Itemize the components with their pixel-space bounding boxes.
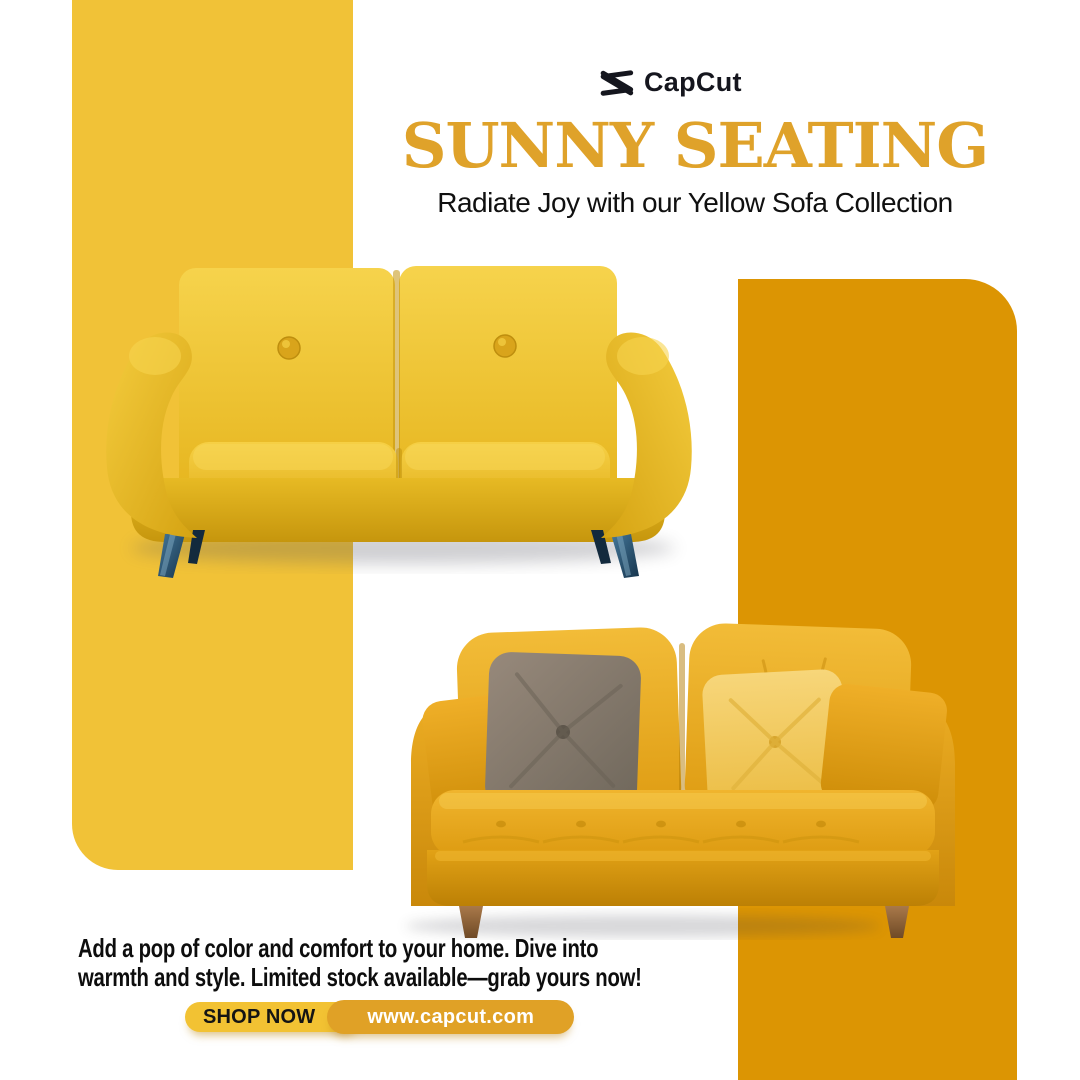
capcut-scissors-icon	[594, 64, 634, 100]
headline: SUNNY SEATING	[401, 109, 989, 182]
tufted-seat	[431, 790, 935, 856]
body-copy-line-2: warmth and style. Limited stock available—grab yours now!	[78, 962, 642, 992]
subheadline: Radiate Joy with our Yellow Sofa Collection	[437, 187, 953, 218]
website-url: www.capcut.com	[367, 1005, 535, 1028]
mustard-sofa-image	[393, 604, 973, 940]
capcut-logo-text: CapCut	[644, 66, 742, 97]
cta-row	[185, 1000, 574, 1034]
yellow-sofa-image	[93, 246, 705, 580]
body-copy	[78, 934, 642, 992]
capcut-logo	[594, 64, 742, 100]
rail-highlight	[435, 851, 931, 861]
body-copy-line-1: Add a pop of color and comfort to your home. Dive into	[78, 933, 599, 963]
website-pill[interactable]	[327, 1000, 574, 1034]
shop-now-label: SHOP NOW	[203, 1005, 316, 1028]
sofa-base	[131, 478, 665, 542]
